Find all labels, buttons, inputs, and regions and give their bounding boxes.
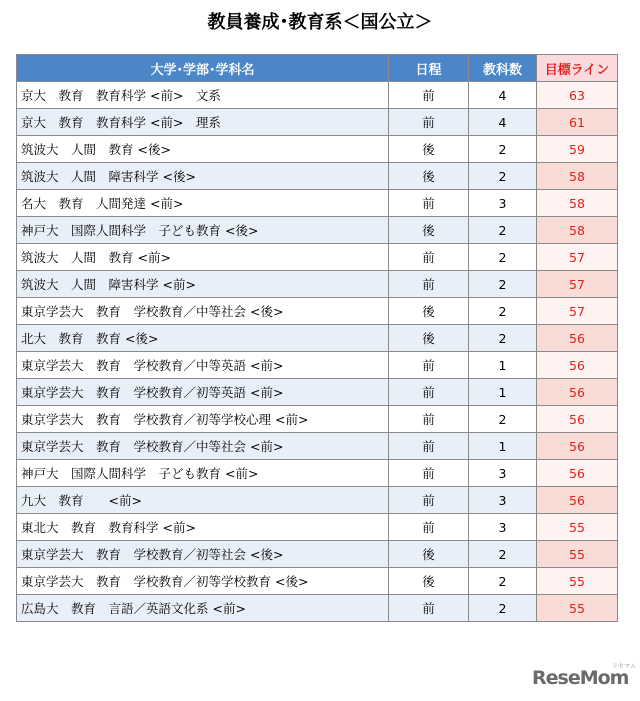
- subjects-cell: 2: [469, 595, 537, 622]
- university-cell: 筑波大 人間 教育 <前>: [17, 244, 389, 271]
- header-schedule: 日程: [389, 55, 469, 82]
- subjects-cell: 3: [469, 514, 537, 541]
- subjects-cell: 2: [469, 271, 537, 298]
- subjects-cell: 2: [469, 217, 537, 244]
- university-cell: 神戸大 国際人間科学 子ども教育 <前>: [17, 460, 389, 487]
- university-cell: 東京学芸大 教育 学校教育／初等学校教育 <後>: [17, 568, 389, 595]
- subjects-cell: 3: [469, 190, 537, 217]
- schedule-cell: 後: [389, 568, 469, 595]
- table-row: [17, 460, 618, 487]
- schedule-cell: 前: [389, 514, 469, 541]
- target-line-cell: 55: [537, 595, 618, 622]
- target-line-cell: 55: [537, 568, 618, 595]
- table-row: [17, 217, 618, 244]
- schedule-cell: 後: [389, 136, 469, 163]
- table-row: [17, 136, 618, 163]
- subjects-cell: 1: [469, 352, 537, 379]
- target-line-cell: 56: [537, 352, 618, 379]
- header-target-line: 目標ライン: [537, 55, 618, 82]
- schedule-cell: 後: [389, 217, 469, 244]
- schedule-cell: 後: [389, 163, 469, 190]
- university-cell: 神戸大 国際人間科学 子ども教育 <後>: [17, 217, 389, 244]
- schedule-cell: 後: [389, 325, 469, 352]
- subjects-cell: 2: [469, 298, 537, 325]
- schedule-cell: 前: [389, 244, 469, 271]
- target-line-cell: 56: [537, 406, 618, 433]
- schedule-cell: 後: [389, 298, 469, 325]
- university-cell: 東京学芸大 教育 学校教育／中等英語 <前>: [17, 352, 389, 379]
- schedule-cell: 前: [389, 460, 469, 487]
- schedule-cell: 前: [389, 190, 469, 217]
- subjects-cell: 4: [469, 82, 537, 109]
- target-line-cell: 57: [537, 298, 618, 325]
- table-row: [17, 379, 618, 406]
- target-line-cell: 56: [537, 325, 618, 352]
- schedule-cell: 前: [389, 109, 469, 136]
- table-row: [17, 541, 618, 568]
- target-line-cell: 59: [537, 136, 618, 163]
- subjects-cell: 3: [469, 487, 537, 514]
- table-row: [17, 406, 618, 433]
- subjects-cell: 2: [469, 136, 537, 163]
- university-cell: 東京学芸大 教育 学校教育／初等社会 <後>: [17, 541, 389, 568]
- target-line-cell: 58: [537, 190, 618, 217]
- ranking-table: [16, 54, 618, 622]
- target-line-cell: 56: [537, 379, 618, 406]
- resemom-logo: ReseMom: [532, 667, 629, 689]
- schedule-cell: 前: [389, 595, 469, 622]
- schedule-cell: 前: [389, 82, 469, 109]
- page-title: 教員養成･教育系＜国公立＞: [207, 12, 433, 33]
- table-row: [17, 568, 618, 595]
- target-line-cell: 57: [537, 244, 618, 271]
- university-cell: 九大 教育 <前>: [17, 487, 389, 514]
- target-line-cell: 55: [537, 514, 618, 541]
- subjects-cell: 4: [469, 109, 537, 136]
- university-cell: 広島大 教育 言語／英語文化系 <前>: [17, 595, 389, 622]
- table-header-row: [17, 55, 618, 82]
- header-subjects: 教科数: [469, 55, 537, 82]
- schedule-cell: 前: [389, 379, 469, 406]
- table-row: [17, 487, 618, 514]
- table-row: [17, 190, 618, 217]
- table-row: [17, 595, 618, 622]
- subjects-cell: 2: [469, 568, 537, 595]
- subjects-cell: 2: [469, 406, 537, 433]
- university-cell: 東京学芸大 教育 学校教育／初等英語 <前>: [17, 379, 389, 406]
- target-line-cell: 57: [537, 271, 618, 298]
- university-cell: 東京学芸大 教育 学校教育／中等社会 <前>: [17, 433, 389, 460]
- target-line-cell: 58: [537, 217, 618, 244]
- university-cell: 北大 教育 教育 <後>: [17, 325, 389, 352]
- subjects-cell: 2: [469, 163, 537, 190]
- subjects-cell: 3: [469, 460, 537, 487]
- target-line-cell: 61: [537, 109, 618, 136]
- table-row: [17, 325, 618, 352]
- header-university: 大学･学部･学科名: [17, 55, 389, 82]
- university-cell: 筑波大 人間 障害科学 <後>: [17, 163, 389, 190]
- university-cell: 東北大 教育 教育科学 <前>: [17, 514, 389, 541]
- subjects-cell: 2: [469, 244, 537, 271]
- university-cell: 京大 教育 教育科学 <前> 文系: [17, 82, 389, 109]
- subjects-cell: 1: [469, 379, 537, 406]
- university-cell: 名大 教育 人間発達 <前>: [17, 190, 389, 217]
- schedule-cell: 後: [389, 541, 469, 568]
- schedule-cell: 前: [389, 352, 469, 379]
- schedule-cell: 前: [389, 433, 469, 460]
- university-cell: 筑波大 人間 障害科学 <前>: [17, 271, 389, 298]
- table-row: [17, 109, 618, 136]
- subjects-cell: 2: [469, 325, 537, 352]
- target-line-cell: 58: [537, 163, 618, 190]
- university-cell: 東京学芸大 教育 学校教育／初等学校心理 <前>: [17, 406, 389, 433]
- table-row: [17, 82, 618, 109]
- schedule-cell: 前: [389, 487, 469, 514]
- schedule-cell: 前: [389, 271, 469, 298]
- target-line-cell: 56: [537, 487, 618, 514]
- table-row: [17, 352, 618, 379]
- target-line-cell: 63: [537, 82, 618, 109]
- university-cell: 筑波大 人間 教育 <後>: [17, 136, 389, 163]
- table-row: [17, 244, 618, 271]
- table-row: [17, 271, 618, 298]
- table-row: [17, 433, 618, 460]
- resemom-logo-sub: リセマム: [612, 663, 636, 670]
- table-body: [17, 82, 618, 622]
- subjects-cell: 2: [469, 541, 537, 568]
- table-row: [17, 298, 618, 325]
- table-row: [17, 163, 618, 190]
- university-cell: 東京学芸大 教育 学校教育／中等社会 <後>: [17, 298, 389, 325]
- target-line-cell: 56: [537, 460, 618, 487]
- schedule-cell: 前: [389, 406, 469, 433]
- target-line-cell: 55: [537, 541, 618, 568]
- subjects-cell: 1: [469, 433, 537, 460]
- university-cell: 京大 教育 教育科学 <前> 理系: [17, 109, 389, 136]
- table-row: [17, 514, 618, 541]
- target-line-cell: 56: [537, 433, 618, 460]
